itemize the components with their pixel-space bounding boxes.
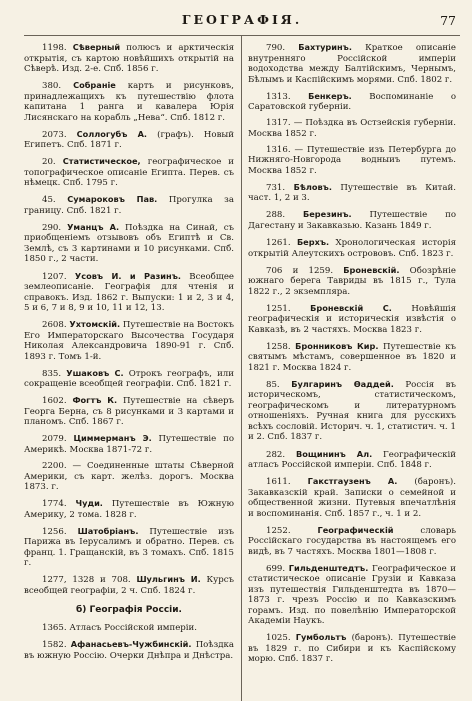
entry-text: Обозрѣніе южнаго берега Тавриды въ 1815 г., Тула 1822 г., 2 экземпляра. [248, 265, 456, 297]
entry-number: 731. [266, 182, 286, 193]
running-title: ГЕОГРАФІЯ. [181, 12, 303, 27]
entry-text: географическое и топографическое описаніе Египта. Перев. съ нѣмецк. Спб. 1795 г. [24, 157, 235, 189]
entry-number: 1198. [42, 43, 67, 53]
entry-number: 1316. [266, 144, 291, 155]
entry-number: 20. [42, 157, 56, 168]
entry-text: Прогулка за границу. Спб. 1821 г. [24, 195, 234, 216]
entry-author: Берхъ. [296, 237, 330, 248]
entry-number: 790. [266, 43, 286, 53]
entry-text: Путешествіе изъ Парижа въ Іерусалимъ и обратно. Перев. съ франц. 1. Гращанскій, въ 3 томахъ. Спб. 1815 г. [24, 526, 234, 569]
catalog-entry [24, 395, 234, 428]
entry-number: 1252. [266, 525, 291, 536]
catalog-entry [248, 449, 456, 471]
entry-author: Бѣловъ. [293, 181, 332, 192]
entry-number: 45. [42, 195, 56, 206]
catalog-entry [24, 639, 234, 661]
entry-number: 1277, 1328 и 708. [42, 575, 131, 586]
entry-text: Курсъ всеобщей географіи, 2 ч. Спб. 1824 г. [24, 575, 235, 596]
entry-author: Броневскій. [343, 264, 400, 275]
entry-number: 2200. [42, 461, 67, 472]
entry-author: Гумбольтъ [295, 632, 347, 643]
entry-author: Собраніе [73, 80, 116, 91]
catalog-entry [248, 379, 456, 443]
entry-number: 699. [266, 563, 286, 574]
entry-text: — Поѣздка въ Остзейскія губерніи. Москва 1852 г. [248, 118, 457, 139]
entry-author: Ушаковъ С. [66, 367, 124, 378]
entry-text: Географическое и статистическое описаніе Грузіи и Кавказа изъ путешествія Гильденштедта въ 1870—1873 г. чрезъ Россію и по Кавказскимъ горамъ. Изд. по повелѣнію Императорской Академіи Наукъ. [248, 563, 457, 627]
catalog-entry [24, 80, 234, 123]
entry-number: 1251. [266, 303, 291, 314]
entry-text: Путешествіе на Востокъ Его Императорскаго Высочества Государя Николая Александровича 1890-91 г. Спб. 1893 г. Томъ 1-й. [24, 320, 235, 362]
entry-number: 1207. [42, 271, 67, 282]
catalog-entry [248, 237, 456, 259]
catalog-entry [24, 498, 234, 520]
entry-list-general [24, 42, 234, 596]
catalog-entry [248, 42, 456, 85]
entry-text: картъ и рисунковъ, принадлежащихъ къ путешествію флота капитана 1 ранга и кавалера Юрія Лисянскаго на корабль „Нева“. Спб. 1812 г. [24, 81, 234, 123]
catalog-entry [248, 632, 456, 665]
entry-author: Ухтомскій. [69, 319, 121, 330]
catalog-entry [248, 525, 456, 558]
catalog-entry [24, 194, 234, 216]
entry-number: 2608. [42, 320, 67, 331]
entry-text: — Путешествіе изъ Петербурга до Нижняго-Новгорода водныиъ путемъ. Москва 1852 г. [248, 144, 457, 176]
entry-text: Поѣздка въ южную Россію. Очерки Днѣпра и Днѣстра. [24, 640, 235, 661]
catalog-entry [24, 156, 234, 189]
catalog-entry [248, 563, 456, 627]
entry-number: 288. [266, 210, 286, 221]
entry-text: (баронъ). Путешествіе въ 1829 г. по Сибири и къ Каспійскому морю. Спб. 1837 г. [248, 633, 457, 665]
catalog-entry [24, 368, 234, 390]
entry-number: 1611. [266, 477, 291, 488]
entry-author: Афанасьевъ-Чужбинскій. [70, 639, 192, 650]
entry-number: 1774. [42, 499, 67, 510]
entry-text: Новѣйшія географическія и историческія извѣстія о Кавказѣ, въ 2 частяхъ. Москва 1823 г. [248, 303, 456, 335]
right-column [240, 42, 456, 671]
entry-number: 1025. [266, 633, 291, 644]
entry-author: Булгаринъ Ѳаддей. [291, 378, 394, 389]
entry-list-russia [24, 623, 234, 661]
entry-number: 85. [266, 379, 280, 390]
entry-author: Усовъ И. и Разинъ. [74, 270, 181, 281]
entry-author: Гильденштедтъ. [288, 562, 369, 573]
entry-author: Уманцъ А. [67, 221, 120, 232]
entry-text: словарь Россійскаго государства въ настоящемъ его видѣ, въ 7 частяхъ. Москва 1801—1808 г. [248, 525, 456, 557]
entry-author: Географическій [317, 524, 394, 535]
entry-author: Шатобріанъ. [77, 525, 139, 536]
entry-author: Шульгинъ И. [136, 574, 201, 585]
catalog-entry [24, 623, 234, 634]
catalog-entry [248, 265, 456, 298]
entry-number: 290. [42, 222, 62, 233]
catalog-entry [248, 91, 456, 113]
entry-number: 1602. [42, 396, 67, 407]
entry-number: 706 и 1259. [266, 265, 334, 276]
entry-text: полюсъ и арктическія открытія, съ картою новѣйшихъ открытій на Сѣверѣ. Изд. 2-е. Спб. 1856 г. [24, 43, 234, 74]
catalog-entry [24, 433, 234, 455]
catalog-entry [248, 145, 456, 177]
entry-author: Циммерманъ Э. [73, 433, 152, 444]
entry-author: Сумароковъ Пав. [67, 194, 158, 205]
page-number: 77 [440, 13, 456, 28]
entry-number: 2079. [42, 434, 67, 445]
entry-number: 1256. [42, 526, 67, 537]
entry-author: Бронниковъ Кир. [295, 340, 379, 351]
catalog-entry [24, 526, 234, 569]
entry-number: 1582. [42, 640, 67, 651]
catalog-entry [24, 42, 234, 75]
left-column [24, 42, 240, 671]
entry-text: Путешествіе на сѣверъ Георга Берна, съ 8 рисунками и 3 картами и планомъ. Спб. 1867 г. [24, 396, 235, 428]
entry-text: Путешествіе по Дагестану и Закавказью. Казань 1849 г. [248, 210, 456, 231]
catalog-entry [248, 209, 456, 231]
catalog-entry [248, 118, 456, 139]
entry-text: Путешествіе въ Китай. част. 1, 2 и 3. [248, 182, 457, 204]
entry-author: Чуди. [75, 498, 103, 509]
entry-text: Всеобщее землеописаніе. Географія для чтенія и справокъ. Изд. 1862 г. Выпуски: 1 и 2, 3 и 4, 5 и 6, 7 и 8, 9 и 10, 11 и 12, 13. [24, 271, 234, 314]
entry-text: Путешествіе въ Южную Америку, 2 тома. 1828 г. [24, 499, 235, 520]
catalog-entry [24, 574, 234, 596]
page-header [24, 3, 460, 36]
entry-number: 282. [266, 449, 286, 460]
entry-text: (баронъ). Закавказскій край. Записки о семейной и общественной жизни. Путевыя впечатлѣнія и воспоминанія. Спб. 1857 г., ч. 1 и 2. [248, 477, 456, 519]
entry-list-russia-continued [248, 42, 456, 665]
catalog-entry [24, 319, 234, 362]
entry-text: Краткое описаніе внутренняго Россійской имперіи водоходства между Балтійскимъ, Чернымъ, Бѣлымъ и Каспійскимъ морями. Спб. 1802 г. [248, 43, 456, 85]
catalog-entry [248, 182, 456, 204]
two-column-body [24, 42, 460, 671]
section-heading: б) Географія Россіи. [76, 605, 182, 616]
entry-author: Бахтуринъ. [298, 42, 352, 52]
entry-author: Броневскій С. [310, 302, 392, 313]
catalog-entry [24, 271, 234, 314]
catalog-entry [248, 341, 456, 374]
entry-author: Березинъ. [303, 209, 352, 220]
entry-author: Статистическое, [62, 156, 141, 167]
entry-text: Россія въ историческомъ, статистическомъ, географическомъ и литературномъ отношеніяхъ. Ручная книга для русскихъ всѣхъ сословій. Историч. ч. 1, статистич. ч. 1 и 2. Спб. 1837 г. [248, 379, 456, 443]
entry-number: 1313. [266, 91, 291, 102]
entry-author: Соллогубъ А. [76, 128, 148, 139]
entry-text: Географическій атласъ Россійской имперіи. Спб. 1848 г. [248, 449, 457, 471]
entry-text: Путешествіе къ святымъ мѣстамъ, совершенное въ 1820 и 1821 г. Москва 1824 г. [248, 341, 457, 373]
entry-author: Бенкеръ. [308, 90, 352, 101]
entry-number: 380. [42, 81, 62, 92]
entry-number: 1317. [266, 118, 291, 129]
column-divider [241, 36, 242, 701]
entry-number: 1365. [42, 623, 67, 634]
entry-text: Атласъ Россійской имперіи. [69, 623, 198, 634]
catalog-entry [24, 129, 234, 151]
entry-text: (графъ). Новый Египетъ. Спб. 1871 г. [24, 129, 234, 151]
entry-number: 1261. [266, 238, 291, 249]
entry-text: Отрокъ географъ, или сокращеніе всеобщей географіи. Спб. 1821 г. [24, 368, 234, 390]
catalog-entry [248, 476, 456, 519]
catalog-entry [248, 303, 456, 336]
entry-text: Поѣздка на Синай, съ приобщеніемъ отзывовъ объ Египтѣ и Св. Землѣ, съ 3 картинами и 10 рисунками. Спб. 1850 г., 2 части. [24, 222, 234, 265]
catalog-entry [24, 222, 234, 265]
entry-text: Воспоминаніе о Саратовской губерніи. [248, 91, 456, 113]
catalog-entry [24, 461, 234, 493]
entry-number: 1258. [266, 341, 291, 352]
entry-author: Фогтъ К. [72, 395, 118, 406]
entry-text: Путешествіе по Америкѣ. Москва 1871-72 г. [24, 434, 234, 455]
entry-author: Гакстгаузенъ А. [307, 476, 398, 487]
entry-author: Вощининъ Ал. [295, 448, 373, 459]
entry-number: 835. [42, 368, 62, 379]
entry-author: Сѣверный [72, 42, 121, 52]
entry-text: — Соединенные штаты Сѣверной Америки, съ карт. желѣз. дорогъ. Москва 1873. г. [24, 461, 234, 493]
entry-number: 2073. [42, 129, 67, 140]
entry-text: Хронологическая исторія открытій Алеутскихъ острововъ. Спб. 1823 г. [248, 238, 456, 259]
